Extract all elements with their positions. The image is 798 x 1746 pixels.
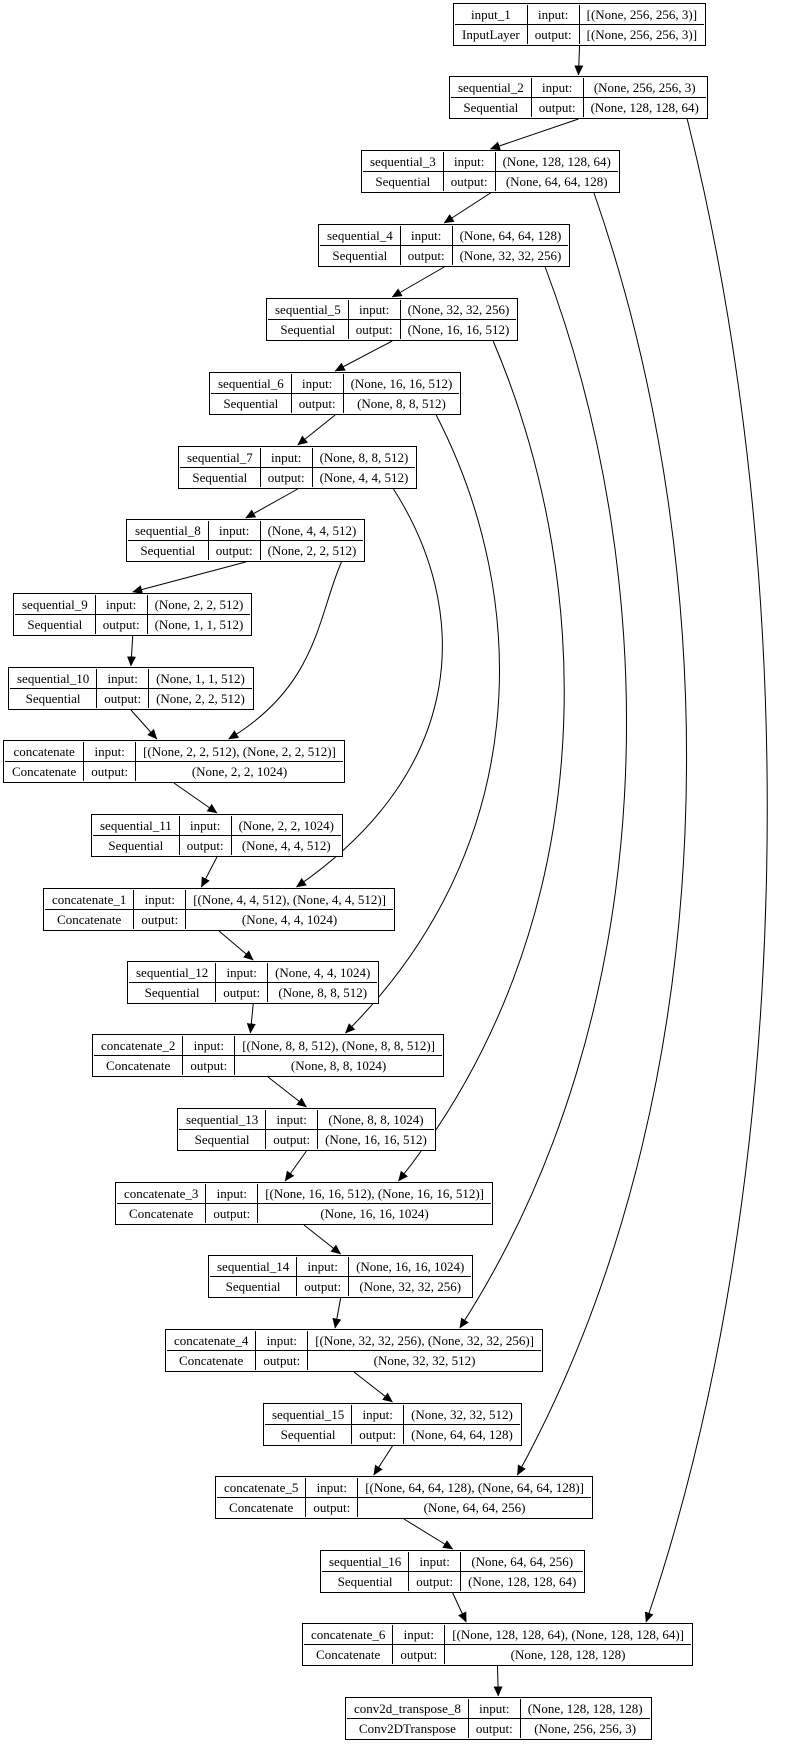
output-shape: (None, 8, 8, 512) (268, 983, 377, 1002)
input-label: input: (352, 1405, 403, 1424)
edge-sequential_16-to-concatenate_6 (453, 1593, 467, 1622)
layer-class: Sequential (210, 1277, 296, 1296)
node-sequential_15 (263, 1403, 522, 1446)
input-label: input: (349, 300, 400, 319)
input-shape: (None, 8, 8, 512) (313, 448, 416, 467)
output-shape: (None, 16, 16, 512) (401, 320, 517, 339)
edge-sequential_14-to-concatenate_4 (335, 1298, 341, 1328)
output-shape: (None, 8, 8, 512) (344, 394, 460, 413)
layer-name: concatenate_2 (94, 1036, 182, 1055)
node-grid (265, 1405, 520, 1444)
edge-concatenate_4-to-sequential_15 (354, 1372, 392, 1402)
output-label: output: (469, 1719, 520, 1738)
edge-sequential_15-to-concatenate_5 (374, 1446, 393, 1475)
input-label: input: (528, 5, 579, 24)
layer-class: Sequential (128, 541, 208, 560)
input-shape: [(None, 16, 16, 512), (None, 16, 16, 512)] (258, 1184, 491, 1203)
output-shape: (None, 2, 2, 512) (261, 541, 364, 560)
input-label: input: (206, 1184, 257, 1203)
layer-class: Sequential (265, 1425, 351, 1444)
input-label: input: (209, 521, 260, 540)
layer-name: sequential_4 (320, 226, 400, 245)
output-shape: (None, 1, 1, 512) (148, 615, 251, 634)
node-sequential_13 (177, 1108, 436, 1151)
node-sequential_9 (13, 593, 252, 636)
input-shape: (None, 2, 2, 512) (148, 595, 251, 614)
output-shape: (None, 4, 4, 1024) (186, 910, 393, 929)
node-sequential_7 (178, 446, 417, 489)
layer-class: Concatenate (45, 910, 133, 929)
input-label: input: (180, 816, 231, 835)
input-label: input: (96, 595, 147, 614)
node-grid (268, 300, 516, 339)
input-shape: (None, 128, 128, 64) (496, 152, 618, 171)
node-grid (179, 1110, 434, 1149)
layer-class: Conv2DTranspose (347, 1719, 468, 1738)
input-shape: (None, 16, 16, 512) (344, 374, 460, 393)
node-grid (363, 152, 618, 191)
edge-sequential_13-to-concatenate_3 (285, 1151, 306, 1181)
output-shape: (None, 2, 2, 1024) (136, 762, 343, 781)
node-grid (217, 1478, 591, 1517)
node-grid (320, 226, 568, 265)
node-concatenate_2 (92, 1034, 444, 1077)
layer-name: concatenate (5, 742, 83, 761)
edge-sequential_4-to-concatenate_4 (460, 267, 627, 1328)
edge-sequential_8-to-sequential_9 (133, 562, 246, 592)
output-label: output: (306, 1498, 357, 1517)
output-shape: (None, 4, 4, 512) (313, 468, 416, 487)
output-label: output: (256, 1351, 307, 1370)
input-shape: (None, 64, 64, 256) (461, 1552, 583, 1571)
output-label: output: (444, 172, 495, 191)
input-label: input: (469, 1699, 520, 1718)
edge-sequential_6-to-concatenate_2 (345, 415, 499, 1033)
node-sequential_16 (320, 1550, 585, 1593)
node-input_1 (453, 3, 706, 46)
output-label: output: (409, 1572, 460, 1591)
node-sequential_6 (209, 372, 461, 415)
node-grid (180, 448, 415, 487)
input-shape: (None, 256, 256, 3) (584, 78, 706, 97)
input-shape: (None, 1, 1, 512) (149, 669, 252, 688)
output-label: output: (206, 1204, 257, 1223)
edge-input_1-to-sequential_2 (578, 46, 579, 75)
edge-sequential_8-to-concatenate (229, 562, 342, 739)
node-conv2d_transpose_8 (345, 1697, 652, 1740)
edge-concatenate_1-to-sequential_12 (219, 931, 253, 960)
input-label: input: (134, 890, 185, 909)
input-label: input: (183, 1036, 234, 1055)
edge-sequential_3-to-concatenate_5 (517, 193, 686, 1475)
input-shape: (None, 2, 2, 1024) (232, 816, 341, 835)
output-shape: (None, 16, 16, 512) (318, 1130, 434, 1149)
node-grid (5, 742, 343, 781)
layer-name: conv2d_transpose_8 (347, 1699, 468, 1718)
layer-name: sequential_5 (268, 300, 348, 319)
layer-name: sequential_3 (363, 152, 443, 171)
input-label: input: (266, 1110, 317, 1129)
node-grid (210, 1257, 471, 1296)
input-shape: [(None, 32, 32, 256), (None, 32, 32, 256)] (308, 1331, 541, 1350)
input-label: input: (256, 1331, 307, 1350)
output-shape: (None, 128, 128, 64) (461, 1572, 583, 1591)
layer-name: sequential_11 (93, 816, 179, 835)
edge-concatenate_2-to-sequential_13 (268, 1077, 306, 1107)
layer-name: concatenate_1 (45, 890, 133, 909)
edge-sequential_2-to-concatenate_6 (646, 119, 767, 1622)
node-grid (451, 78, 706, 117)
node-grid (10, 669, 252, 708)
input-shape: [(None, 8, 8, 512), (None, 8, 8, 512)] (235, 1036, 442, 1055)
node-grid (304, 1625, 691, 1664)
layer-class: Sequential (363, 172, 443, 191)
node-sequential_11 (91, 814, 343, 857)
input-label: input: (444, 152, 495, 171)
layer-class: Sequential (268, 320, 348, 339)
input-shape: [(None, 128, 128, 64), (None, 128, 128, 64)] (445, 1625, 691, 1644)
output-shape: [(None, 256, 256, 3)] (580, 25, 704, 44)
input-shape: (None, 8, 8, 1024) (318, 1110, 434, 1129)
output-label: output: (266, 1130, 317, 1149)
input-label: input: (84, 742, 135, 761)
output-label: output: (180, 836, 231, 855)
layer-name: sequential_8 (128, 521, 208, 540)
output-shape: (None, 128, 128, 64) (584, 98, 706, 117)
output-label: output: (532, 98, 583, 117)
output-shape: (None, 32, 32, 256) (453, 246, 569, 265)
edge-sequential_4-to-sequential_5 (392, 267, 444, 297)
edge-sequential_9-to-sequential_10 (131, 636, 133, 666)
layer-name: concatenate_3 (117, 1184, 205, 1203)
layer-name: sequential_12 (129, 963, 215, 982)
input-label: input: (409, 1552, 460, 1571)
output-label: output: (183, 1056, 234, 1075)
layer-name: sequential_2 (451, 78, 531, 97)
node-sequential_2 (449, 76, 708, 119)
layer-class: Sequential (322, 1572, 408, 1591)
output-shape: (None, 32, 32, 256) (349, 1277, 471, 1296)
input-label: input: (401, 226, 452, 245)
node-concatenate_5 (215, 1476, 593, 1519)
output-label: output: (349, 320, 400, 339)
layer-class: Sequential (320, 246, 400, 265)
output-label: output: (96, 615, 147, 634)
output-shape: (None, 32, 32, 512) (308, 1351, 541, 1370)
edge-sequential_7-to-sequential_8 (246, 489, 298, 518)
input-shape: (None, 32, 32, 256) (401, 300, 517, 319)
layer-class: Concatenate (304, 1645, 392, 1664)
edge-sequential_11-to-concatenate_1 (201, 857, 217, 887)
output-shape: (None, 64, 64, 128) (404, 1425, 520, 1444)
node-grid (128, 521, 363, 560)
node-sequential_14 (208, 1255, 473, 1298)
node-sequential_10 (8, 667, 254, 710)
input-label: input: (216, 963, 267, 982)
output-shape: (None, 4, 4, 512) (232, 836, 341, 855)
node-concatenate_1 (43, 888, 395, 931)
layer-name: concatenate_4 (167, 1331, 255, 1350)
layer-name: concatenate_6 (304, 1625, 392, 1644)
node-sequential_3 (361, 150, 620, 193)
layer-class: Sequential (451, 98, 531, 117)
input-shape: (None, 4, 4, 512) (261, 521, 364, 540)
layer-class: Concatenate (167, 1351, 255, 1370)
layer-name: sequential_13 (179, 1110, 265, 1129)
edge-concatenate_6-to-conv2d_transpose_8 (497, 1666, 498, 1696)
node-sequential_8 (126, 519, 365, 562)
node-concatenate_4 (165, 1329, 543, 1372)
output-label: output: (209, 541, 260, 560)
output-label: output: (352, 1425, 403, 1444)
node-grid (117, 1184, 491, 1223)
layer-class: Concatenate (5, 762, 83, 781)
output-shape: (None, 64, 64, 256) (358, 1498, 591, 1517)
edge-sequential_2-to-sequential_3 (490, 119, 578, 149)
output-label: output: (528, 25, 579, 44)
output-label: output: (97, 689, 148, 708)
input-shape: (None, 64, 64, 128) (453, 226, 569, 245)
layer-class: Concatenate (117, 1204, 205, 1223)
input-shape: [(None, 4, 4, 512), (None, 4, 4, 512)] (186, 890, 393, 909)
node-sequential_4 (318, 224, 570, 267)
node-grid (129, 963, 377, 1002)
node-grid (45, 890, 393, 929)
layer-name: input_1 (455, 5, 527, 24)
output-label: output: (261, 468, 312, 487)
edge-concatenate_5-to-sequential_16 (404, 1519, 453, 1549)
node-grid (211, 374, 459, 413)
input-label: input: (261, 448, 312, 467)
input-shape: (None, 4, 4, 1024) (268, 963, 377, 982)
input-label: input: (393, 1625, 444, 1644)
layer-class: Sequential (93, 836, 179, 855)
input-shape: (None, 128, 128, 128) (521, 1699, 650, 1718)
edge-sequential_10-to-concatenate (131, 710, 157, 739)
layer-class: Sequential (180, 468, 260, 487)
layer-class: Sequential (15, 615, 95, 634)
output-shape: (None, 256, 256, 3) (521, 1719, 650, 1738)
node-grid (322, 1552, 583, 1591)
input-shape: (None, 16, 16, 1024) (349, 1257, 471, 1276)
input-shape: [(None, 256, 256, 3)] (580, 5, 704, 24)
node-grid (347, 1699, 650, 1738)
layer-class: Sequential (10, 689, 96, 708)
layer-name: sequential_14 (210, 1257, 296, 1276)
layer-name: sequential_10 (10, 669, 96, 688)
output-label: output: (292, 394, 343, 413)
layer-name: sequential_15 (265, 1405, 351, 1424)
edge-sequential_3-to-sequential_4 (444, 193, 490, 223)
layer-name: sequential_6 (211, 374, 291, 393)
output-shape: (None, 64, 64, 128) (496, 172, 618, 191)
layer-class: Sequential (211, 394, 291, 413)
layer-name: concatenate_5 (217, 1478, 305, 1497)
layer-name: sequential_16 (322, 1552, 408, 1571)
layer-name: sequential_9 (15, 595, 95, 614)
edge-sequential_6-to-sequential_7 (298, 415, 336, 445)
output-label: output: (297, 1277, 348, 1296)
node-grid (455, 5, 704, 44)
output-label: output: (216, 983, 267, 1002)
input-shape: (None, 32, 32, 512) (404, 1405, 520, 1424)
output-label: output: (393, 1645, 444, 1664)
output-label: output: (401, 246, 452, 265)
layer-class: Sequential (129, 983, 215, 1002)
output-label: output: (84, 762, 135, 781)
node-concatenate (3, 740, 345, 783)
output-shape: (None, 128, 128, 128) (445, 1645, 691, 1664)
edge-concatenate-to-sequential_11 (174, 783, 217, 813)
node-concatenate_6 (302, 1623, 693, 1666)
node-sequential_5 (266, 298, 518, 341)
node-grid (94, 1036, 442, 1075)
layer-class: Sequential (179, 1130, 265, 1149)
node-concatenate_3 (115, 1182, 493, 1225)
edge-sequential_5-to-sequential_6 (335, 341, 392, 371)
edge-sequential_12-to-concatenate_2 (250, 1004, 253, 1033)
output-shape: (None, 16, 16, 1024) (258, 1204, 491, 1223)
input-label: input: (532, 78, 583, 97)
node-sequential_12 (127, 961, 379, 1004)
layer-class: Concatenate (217, 1498, 305, 1517)
layer-class: InputLayer (455, 25, 527, 44)
input-label: input: (306, 1478, 357, 1497)
edge-concatenate_3-to-sequential_14 (304, 1225, 341, 1254)
layer-name: sequential_7 (180, 448, 260, 467)
output-shape: (None, 2, 2, 512) (149, 689, 252, 708)
output-shape: (None, 8, 8, 1024) (235, 1056, 442, 1075)
input-label: input: (292, 374, 343, 393)
node-grid (93, 816, 341, 855)
input-shape: [(None, 64, 64, 128), (None, 64, 64, 128)] (358, 1478, 591, 1497)
node-grid (15, 595, 250, 634)
node-grid (167, 1331, 541, 1370)
input-label: input: (97, 669, 148, 688)
output-label: output: (134, 910, 185, 929)
layer-class: Concatenate (94, 1056, 182, 1075)
input-label: input: (297, 1257, 348, 1276)
input-shape: [(None, 2, 2, 512), (None, 2, 2, 512)] (136, 742, 343, 761)
